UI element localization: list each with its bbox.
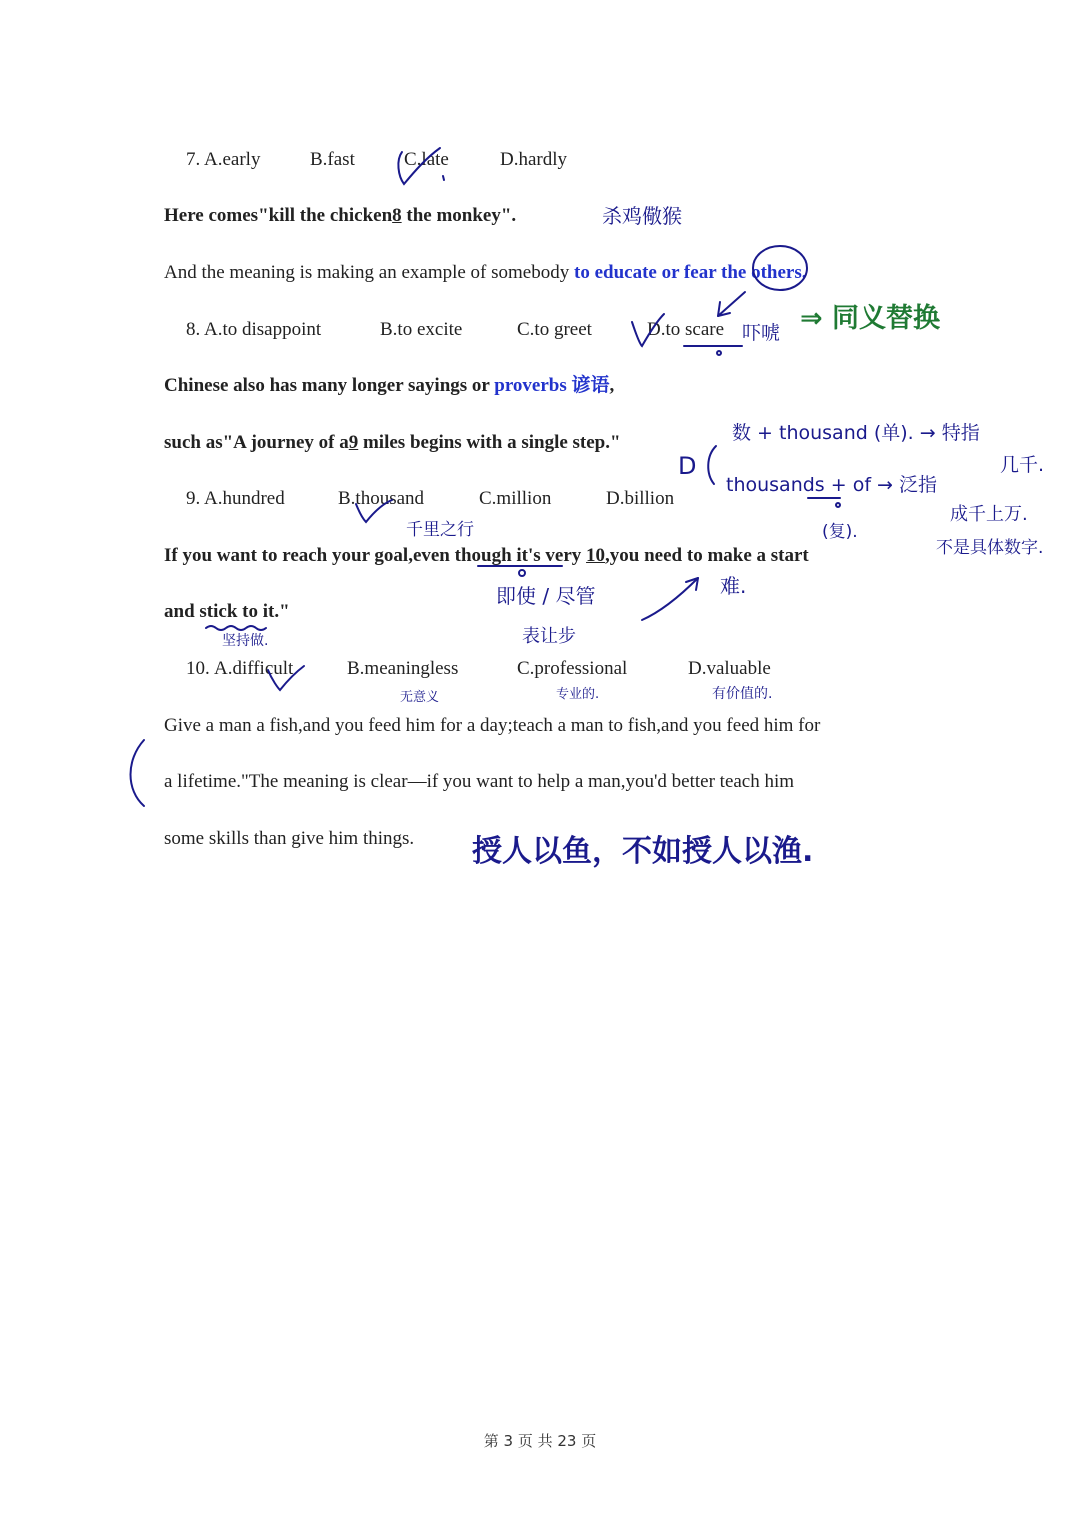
note-even-though: 即使 / 尽管: [496, 584, 596, 608]
note-not-specific: 不是具体数字.: [936, 538, 1044, 558]
q9-num: 9.: [186, 488, 201, 509]
note-professional: 专业的.: [556, 687, 600, 702]
note-synonym: ⇒ 同义替换: [800, 303, 941, 334]
dot-q7: [443, 176, 444, 180]
q10-option-c: C.professional: [517, 658, 628, 679]
note-teach-fish: 授人以鱼，不如授人以渔.: [472, 834, 814, 869]
q7-num: 7.: [186, 149, 201, 170]
sentence-stick: [164, 600, 290, 624]
dot-though: [519, 570, 525, 576]
blank-10: 10: [586, 545, 606, 566]
note-plural: (复).: [822, 522, 858, 542]
note-concession: 表让步: [522, 626, 576, 647]
q7-option-a: A.early: [204, 149, 261, 170]
blank-9: 9: [348, 432, 359, 453]
blank-8: 8: [392, 205, 402, 226]
sentence-text: and stick to it.": [164, 601, 290, 622]
note-hard: 难.: [720, 574, 747, 598]
q8-option-c: C.to greet: [517, 319, 592, 340]
arrow-line: [718, 292, 745, 316]
note-d-mark: D: [678, 452, 697, 480]
highlight-text: to educate or fear the others.: [574, 262, 807, 283]
q8-num: 8.: [186, 319, 201, 340]
sentence-text: miles begins with a single step.": [358, 432, 621, 453]
dot-scare: [717, 351, 721, 355]
sentence-journey: [164, 431, 621, 455]
q7-option-c: C.late: [404, 149, 449, 170]
sentence-meaning: [164, 261, 807, 285]
sentence-text: Here comes"kill the chicken: [164, 205, 393, 226]
page-footer: 第 3 页 共 23 页: [483, 1432, 597, 1450]
q10-option-d: D.valuable: [688, 658, 771, 679]
paragraph-line-3: some skills than give him things.: [164, 828, 415, 849]
note-specific: 几千.: [1000, 454, 1045, 476]
note-many: 成千上万.: [950, 504, 1028, 525]
note-persist: 坚持做.: [222, 633, 269, 649]
q10-num: 10.: [186, 658, 210, 679]
sentence-goal: [164, 544, 809, 568]
sentence-text: Chinese also has many longer sayings or: [164, 375, 495, 396]
sentence-text: such as"A journey of a: [164, 432, 349, 453]
note-thousand-li: 千里之行: [406, 520, 474, 540]
sentence-text: ,you need to make a start: [605, 545, 809, 566]
note-meaningless: 无意义: [400, 690, 440, 705]
paragraph-line-2: a lifetime."The meaning is clear—if you want to help a man,you'd better teach him: [164, 771, 795, 792]
note-valuable: 有价值的.: [712, 686, 773, 702]
sentence-text: ,: [609, 375, 615, 396]
sentence-proverbs: [164, 374, 614, 398]
arrow-head: [718, 302, 730, 316]
bracket-journey: [708, 446, 716, 484]
arrow-hard-head: [686, 578, 698, 590]
paragraph-line-1: Give a man a fish,and you feed him for a day;teach a man to fish,and you feed him for: [164, 715, 821, 736]
q8-option-b: B.to excite: [380, 319, 463, 340]
note-scare: 吓唬: [742, 322, 781, 344]
sentence-text: the monkey".: [401, 205, 517, 226]
q7-option-d: D.hardly: [500, 149, 568, 170]
dot-thousands: [836, 503, 840, 507]
note-num-thousand: 数 + thousand (单). → 特指: [732, 422, 980, 444]
q10-option-b: B.meaningless: [347, 658, 459, 679]
q9-option-a: A.hundred: [204, 488, 285, 509]
q8-option-d: D.to scare: [647, 319, 725, 340]
q8-option-a: A.to disappoint: [204, 319, 322, 340]
q9-option-c: C.million: [479, 488, 552, 509]
note-kill-chicken: 杀鸡儆猴: [602, 204, 682, 228]
sentence-kill-chicken: [164, 204, 516, 228]
note-thousands: thousands + of → 泛指: [726, 474, 938, 496]
q9-option-d: D.billion: [606, 488, 675, 509]
sentence-text: If you want to reach your goal,even though it's very: [164, 545, 587, 566]
sentence-text: And the meaning is making an example of somebody: [164, 262, 574, 283]
q7-option-b: B.fast: [310, 149, 355, 170]
bracket-paragraph: [131, 740, 145, 806]
highlight-text: proverbs 谚语: [494, 375, 610, 396]
arrow-hard: [642, 578, 698, 620]
q9-option-b: B.thousand: [338, 488, 425, 509]
q10-option-a: A.difficult: [214, 658, 294, 679]
